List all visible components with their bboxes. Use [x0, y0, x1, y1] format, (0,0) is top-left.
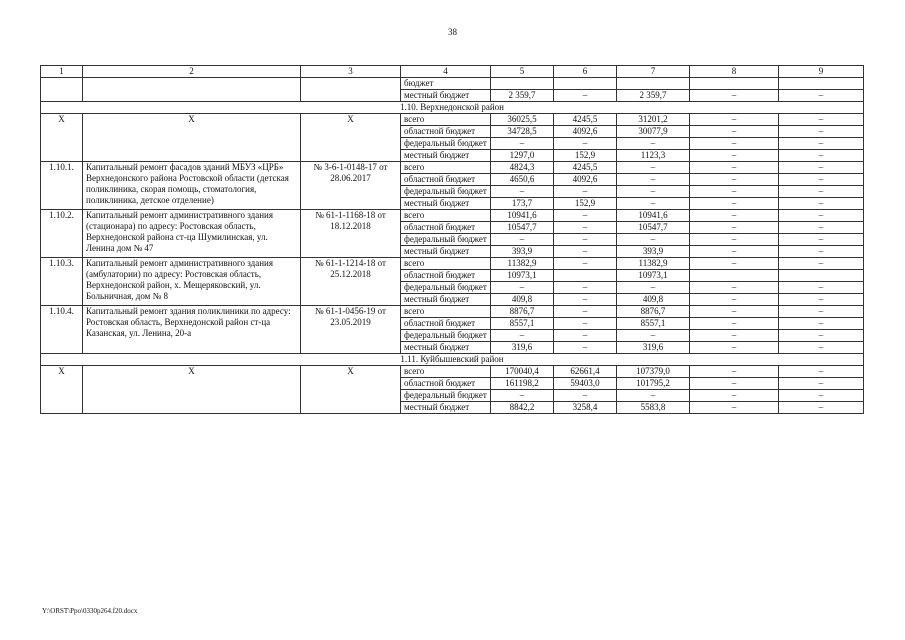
- item-document: № 3-6-1-0148-17 от 28.06.2017: [301, 162, 401, 210]
- value-cell: [554, 270, 617, 282]
- value-cell: 10973,1: [491, 270, 554, 282]
- value-cell: –: [779, 150, 864, 162]
- col-header: 9: [779, 66, 864, 78]
- value-cell: 30077,9: [617, 126, 690, 138]
- value-cell: 170040,4: [491, 366, 554, 378]
- value-cell: –: [491, 390, 554, 402]
- value-cell: 59403,0: [554, 378, 617, 390]
- value-cell: 393,9: [491, 246, 554, 258]
- value-cell: –: [690, 138, 779, 150]
- value-cell: 4092,6: [554, 174, 617, 186]
- table-row: [41, 210, 864, 222]
- value-cell: –: [491, 186, 554, 198]
- value-cell: –: [690, 150, 779, 162]
- value-cell: –: [554, 210, 617, 222]
- budget-label: областной бюджет: [401, 270, 491, 282]
- value-cell: –: [690, 390, 779, 402]
- value-cell: –: [554, 90, 617, 102]
- value-cell: 2 359,7: [617, 90, 690, 102]
- value-cell: 8876,7: [617, 306, 690, 318]
- item-document: № 61-1-1214-18 от 25.12.2018: [301, 258, 401, 306]
- row-marker: Х: [41, 114, 83, 162]
- value-cell: –: [779, 174, 864, 186]
- value-cell: 8876,7: [491, 306, 554, 318]
- value-cell: 4245,5: [554, 114, 617, 126]
- row-marker: Х: [41, 366, 83, 414]
- value-cell: –: [690, 318, 779, 330]
- value-cell: 4824,3: [491, 162, 554, 174]
- budget-label: всего: [401, 114, 491, 126]
- value-cell: 2 359,7: [491, 90, 554, 102]
- value-cell: –: [617, 390, 690, 402]
- budget-label: федеральный бюджет: [401, 330, 491, 342]
- value-cell: –: [554, 138, 617, 150]
- value-cell: –: [779, 198, 864, 210]
- value-cell: –: [554, 390, 617, 402]
- value-cell: 4092,6: [554, 126, 617, 138]
- value-cell: –: [779, 234, 864, 246]
- value-cell: 393,9: [617, 246, 690, 258]
- value-cell: –: [690, 114, 779, 126]
- value-cell: –: [779, 222, 864, 234]
- budget-label: федеральный бюджет: [401, 186, 491, 198]
- budget-label: федеральный бюджет: [401, 390, 491, 402]
- value-cell: –: [779, 138, 864, 150]
- value-cell: –: [690, 90, 779, 102]
- value-cell: –: [690, 126, 779, 138]
- value-cell: 8842,2: [491, 402, 554, 414]
- value-cell: –: [690, 366, 779, 378]
- value-cell: –: [554, 294, 617, 306]
- value-cell: 107379,0: [617, 366, 690, 378]
- table-row: [41, 78, 864, 90]
- value-cell: –: [690, 282, 779, 294]
- budget-label: всего: [401, 210, 491, 222]
- item-number: 1.10.4.: [41, 306, 83, 354]
- budget-label: областной бюджет: [401, 318, 491, 330]
- table-row: [41, 114, 864, 126]
- value-cell: –: [779, 294, 864, 306]
- value-cell: –: [617, 330, 690, 342]
- budget-label: всего: [401, 366, 491, 378]
- row-marker: Х: [83, 366, 301, 414]
- value-cell: –: [617, 234, 690, 246]
- row-marker: Х: [83, 114, 301, 162]
- value-cell: 10547,7: [617, 222, 690, 234]
- budget-label: местный бюджет: [401, 198, 491, 210]
- budget-label: всего: [401, 258, 491, 270]
- value-cell: [690, 270, 779, 282]
- value-cell: –: [554, 222, 617, 234]
- row-marker: Х: [301, 366, 401, 414]
- col-header: 7: [617, 66, 690, 78]
- value-cell: –: [554, 258, 617, 270]
- value-cell: –: [554, 306, 617, 318]
- value-cell: –: [779, 318, 864, 330]
- value-cell: –: [617, 138, 690, 150]
- value-cell: –: [690, 330, 779, 342]
- value-cell: –: [690, 162, 779, 174]
- item-number: 1.10.1.: [41, 162, 83, 210]
- item-number: 1.10.2.: [41, 210, 83, 258]
- budget-label: областной бюджет: [401, 222, 491, 234]
- budget-label: всего: [401, 162, 491, 174]
- value-cell: 10973,1: [617, 270, 690, 282]
- value-cell: –: [779, 186, 864, 198]
- section-title: 1.10. Верхнедонской район: [41, 102, 864, 114]
- value-cell: –: [690, 402, 779, 414]
- col-header: 4: [401, 66, 491, 78]
- value-cell: –: [779, 366, 864, 378]
- table-row: [41, 366, 864, 378]
- value-cell: –: [617, 174, 690, 186]
- budget-label: бюджет: [401, 78, 491, 90]
- value-cell: –: [690, 378, 779, 390]
- value-cell: 11382,9: [491, 258, 554, 270]
- value-cell: –: [554, 342, 617, 354]
- value-cell: –: [617, 162, 690, 174]
- value-cell: –: [779, 162, 864, 174]
- value-cell: –: [554, 234, 617, 246]
- value-cell: –: [779, 342, 864, 354]
- value-cell: –: [690, 306, 779, 318]
- value-cell: 62661,4: [554, 366, 617, 378]
- value-cell: –: [554, 186, 617, 198]
- value-cell: –: [554, 246, 617, 258]
- budget-table: [40, 65, 864, 414]
- value-cell: 319,6: [617, 342, 690, 354]
- item-name: Капитальный ремонт административного здания (амбулатории) по адресу: Ростовская область, Верхнедонской район, х. Мещеряковский, ул. Больничная, дом № 8: [83, 258, 301, 306]
- value-cell: 1297,0: [491, 150, 554, 162]
- table-row: [41, 258, 864, 270]
- value-cell: –: [690, 234, 779, 246]
- budget-label: местный бюджет: [401, 294, 491, 306]
- budget-label: областной бюджет: [401, 174, 491, 186]
- budget-label: федеральный бюджет: [401, 138, 491, 150]
- table-row: [41, 306, 864, 318]
- row-marker: Х: [301, 114, 401, 162]
- section-row: [41, 102, 864, 114]
- value-cell: –: [491, 282, 554, 294]
- value-cell: –: [617, 198, 690, 210]
- value-cell: –: [491, 234, 554, 246]
- value-cell: –: [690, 186, 779, 198]
- budget-label: всего: [401, 306, 491, 318]
- footer-file-path: Y:\ORST\Ppo\0330p264.f20.docx: [42, 607, 138, 615]
- value-cell: 8557,1: [491, 318, 554, 330]
- value-cell: –: [779, 126, 864, 138]
- value-cell: –: [690, 294, 779, 306]
- value-cell: –: [779, 390, 864, 402]
- value-cell: –: [690, 198, 779, 210]
- header-row: [41, 66, 864, 78]
- col-header: 2: [83, 66, 301, 78]
- budget-label: федеральный бюджет: [401, 282, 491, 294]
- value-cell: –: [779, 246, 864, 258]
- budget-label: местный бюджет: [401, 150, 491, 162]
- page-number: 38: [448, 27, 457, 37]
- budget-label: федеральный бюджет: [401, 234, 491, 246]
- value-cell: –: [554, 282, 617, 294]
- value-cell: –: [554, 330, 617, 342]
- value-cell: 101795,2: [617, 378, 690, 390]
- value-cell: [779, 270, 864, 282]
- item-name: Капитальный ремонт здания поликлиники по адресу: Ростовская область, Верхнедонской район ст-ца Казанская, ул. Ленина, 20-а: [83, 306, 301, 354]
- value-cell: –: [491, 138, 554, 150]
- value-cell: –: [779, 90, 864, 102]
- item-name: Капитальный ремонт фасадов зданий МБУЗ «ЦРБ» Верхнедонского района Ростовской области (детская поликлиника, скорая помощь, стоматология, поликлиника, детское отделение): [83, 162, 301, 210]
- budget-label: местный бюджет: [401, 246, 491, 258]
- section-row: [41, 354, 864, 366]
- budget-label: местный бюджет: [401, 90, 491, 102]
- value-cell: –: [491, 330, 554, 342]
- value-cell: –: [690, 222, 779, 234]
- col-header: 3: [301, 66, 401, 78]
- value-cell: 4650,6: [491, 174, 554, 186]
- value-cell: –: [779, 282, 864, 294]
- table-row: [41, 162, 864, 174]
- value-cell: 1123,3: [617, 150, 690, 162]
- section-title: 1.11. Куйбышевский район: [41, 354, 864, 366]
- value-cell: 319,6: [491, 342, 554, 354]
- value-cell: 10547,7: [491, 222, 554, 234]
- item-name: Капитальный ремонт административного здания (стационара) по адресу: Ростовская область, Верхнедонской района ст-ца Шумилинская, ул. Ленина дом № 47: [83, 210, 301, 258]
- value-cell: 11382,9: [617, 258, 690, 270]
- value-cell: 10941,6: [617, 210, 690, 222]
- col-header: 6: [554, 66, 617, 78]
- value-cell: 5583,8: [617, 402, 690, 414]
- value-cell: 152,9: [554, 198, 617, 210]
- value-cell: –: [779, 330, 864, 342]
- budget-label: местный бюджет: [401, 402, 491, 414]
- item-document: № 61-1-0456-19 от 23.05.2019: [301, 306, 401, 354]
- value-cell: 3258,4: [554, 402, 617, 414]
- value-cell: –: [779, 258, 864, 270]
- col-header: 5: [491, 66, 554, 78]
- col-header: 8: [690, 66, 779, 78]
- value-cell: 409,8: [617, 294, 690, 306]
- value-cell: 409,8: [491, 294, 554, 306]
- value-cell: 31201,2: [617, 114, 690, 126]
- value-cell: 161198,2: [491, 378, 554, 390]
- budget-label: областной бюджет: [401, 378, 491, 390]
- budget-label: местный бюджет: [401, 342, 491, 354]
- value-cell: 4245,5: [554, 162, 617, 174]
- value-cell: –: [779, 210, 864, 222]
- value-cell: –: [779, 114, 864, 126]
- value-cell: 152,9: [554, 150, 617, 162]
- value-cell: –: [779, 306, 864, 318]
- value-cell: 173,7: [491, 198, 554, 210]
- item-number: 1.10.3.: [41, 258, 83, 306]
- value-cell: –: [617, 186, 690, 198]
- value-cell: –: [554, 318, 617, 330]
- value-cell: –: [690, 258, 779, 270]
- col-header: 1: [41, 66, 83, 78]
- value-cell: –: [617, 282, 690, 294]
- value-cell: –: [690, 210, 779, 222]
- item-document: № 61-1-1168-18 от 18.12.2018: [301, 210, 401, 258]
- budget-label: областной бюджет: [401, 126, 491, 138]
- value-cell: –: [779, 378, 864, 390]
- value-cell: –: [690, 342, 779, 354]
- value-cell: 36025,5: [491, 114, 554, 126]
- value-cell: 34728,5: [491, 126, 554, 138]
- value-cell: –: [690, 246, 779, 258]
- value-cell: 8557,1: [617, 318, 690, 330]
- value-cell: –: [779, 402, 864, 414]
- table-row: [41, 90, 864, 102]
- value-cell: 10941,6: [491, 210, 554, 222]
- value-cell: –: [690, 174, 779, 186]
